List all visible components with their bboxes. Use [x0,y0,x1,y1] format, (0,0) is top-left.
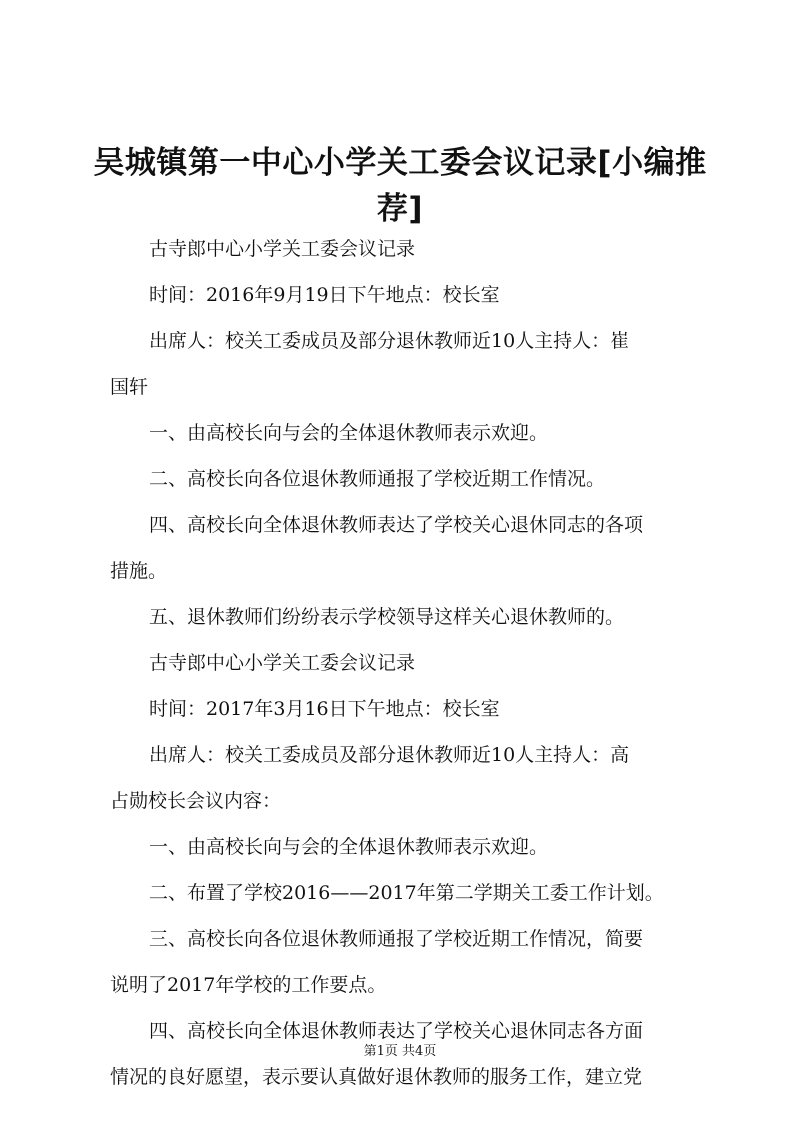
paragraph-line: 古寺郎中心小学关工委会议记录 [149,238,416,260]
page-footer: 第1页 共4页 [363,1044,437,1059]
title-line-1: 吴城镇第一中心小学关工委会议记录[小编推 [93,145,707,181]
paragraph-line: 出席人：校关工委成员及部分退休教师近10人主持人：崔 [149,330,630,352]
paragraph-line: 说明了2017年学校的工作要点。 [110,974,387,996]
paragraph-line: 时间：2016年9月19日下午地点：校长室 [149,284,500,306]
paragraph-line: 二、布置了学校2016——2017年第二学期关工委工作计划。 [149,882,664,904]
paragraph-line: 古寺郎中心小学关工委会议记录 [149,652,416,674]
paragraph-line: 出席人：校关工委成员及部分退休教师近10人主持人：高 [149,744,630,766]
paragraph-line: 占勋校长会议内容： [110,790,282,812]
paragraph-line: 情况的良好愿望，表示要认真做好退休教师的服务工作，建立党 [110,1066,643,1088]
title-line-2: 荐] [376,191,424,227]
paragraph-line: 一、由高校长向与会的全体退休教师表示欢迎。 [149,836,549,858]
document-body [110,226,700,1100]
paragraph-line: 二、高校长向各位退休教师通报了学校近期工作情况。 [149,468,606,490]
paragraph-line: 四、高校长向全体退休教师表达了学校关心退休同志各方面 [149,1020,644,1042]
paragraph-line: 四、高校长向全体退休教师表达了学校关心退休同志的各项 [149,514,644,536]
paragraph-line: 措施。 [110,560,168,582]
paragraph-line: 时间：2017年3月16日下午地点：校长室 [149,698,500,720]
document-title [80,140,720,232]
paragraph-line: 国轩 [110,376,149,398]
paragraph-line: 三、高校长向各位退休教师通报了学校近期工作情况，简要 [149,928,644,950]
paragraph-line: 五、退休教师们纷纷表示学校领导这样关心退休教师的。 [149,606,625,628]
paragraph-line: 一、由高校长向与会的全体退休教师表示欢迎。 [149,422,549,444]
